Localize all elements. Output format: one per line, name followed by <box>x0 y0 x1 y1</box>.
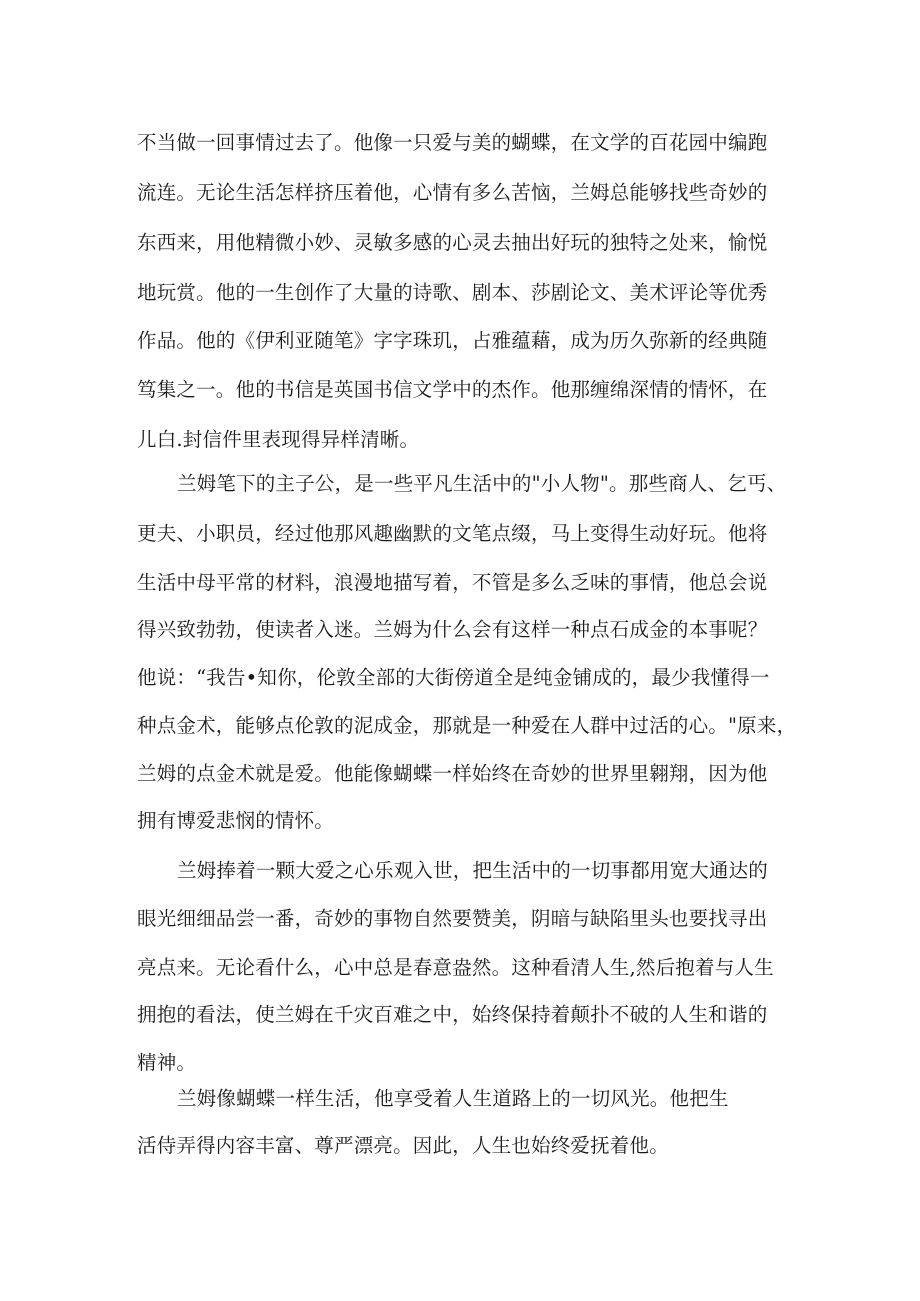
paragraph-line: 拥抱的看法，使兰姆在千灾百难之中，始终保持着颠扑不破的人生和谐的 <box>137 1003 768 1026</box>
paragraph-line: 亮点来。无论看什么，心中总是春意盎然。这种看清人生,然后抱着与人生 <box>137 956 774 979</box>
paragraph-line: 活侍弄得内容丰富、尊严漂亮。因此，人生也始终爱抚着他。 <box>137 1134 669 1157</box>
paragraph-line: 兰姆捧着一颗大爱之心乐观入世，把生活中的一切事都用宽大通达的 <box>177 859 769 882</box>
paragraph-line: 兰姆的点金术就是爱。他能像蝴蝶一样始终在奇妙的世界里翱翔，因为他 <box>137 762 768 785</box>
paragraph-line: 得兴致勃勃，使读者入迷。兰姆为什么会有这样一种点石成金的本事呢？ <box>137 618 768 641</box>
paragraph-line: 儿白.封信件里表现得异样清晰。 <box>137 428 420 451</box>
paragraph-line: 兰姆笔下的主子公，是一些平凡生活中的"小人物"。那些商人、乞丐、 <box>177 472 787 495</box>
paragraph-line: 笃集之一。他的书信是英国书信文学中的杰作。他那缠绵深情的情怀，在 <box>137 378 768 401</box>
paragraph-line: 不当做一回事情过去了。他像一只爱与美的蝴蝶，在文学的百花园中编跑 <box>137 131 768 154</box>
paragraph-line: 种点金术，能够点伦敦的泥成金，那就是一种爱在人群中过活的心。"原来， <box>137 714 797 737</box>
paragraph-line: 眼光细细品尝一番，奇妙的事物自然要赞美，阴暗与缺陷里头也要找寻出 <box>137 907 768 930</box>
paragraph-line: 作品。他的《伊利亚随笔》字字珠玑，占雅蕴藉，成为历久弥新的经典随 <box>137 329 768 352</box>
paragraph-line: 兰姆像蝴蝶一样生活，他享受着人生道路上的一切风光。他把生 <box>177 1087 729 1110</box>
paragraph-line: 拥有博爱悲悯的情怀。 <box>137 809 335 832</box>
paragraph-line: 东西来，用他精微小妙、灵敏多感的心灵去抽出好玩的独特之处来，愉悦 <box>137 231 768 254</box>
paragraph-line: 流连。无论生活怎样挤压着他，心情有多么苦恼，兰姆总能够找些奇妙的 <box>137 181 768 204</box>
paragraph-line: 地玩赏。他的一生创作了大量的诗歌、剧本、莎剧论文、美术评论等优秀 <box>137 281 768 304</box>
paragraph-line: 他说：“我告•知你，伦敦全部的大街傍道全是纯金铺成的，最少我懂得一 <box>137 666 770 689</box>
paragraph-line: 生活中母平常的材料，浪漫地描写着，不管是多么乏味的事情，他总会说 <box>137 571 768 594</box>
paragraph-line: 更夫、小职员，经过他那风趣幽默的文笔点缀，马上变得生动好玩。他将 <box>137 522 768 545</box>
paragraph-line: 精神。 <box>137 1051 197 1074</box>
